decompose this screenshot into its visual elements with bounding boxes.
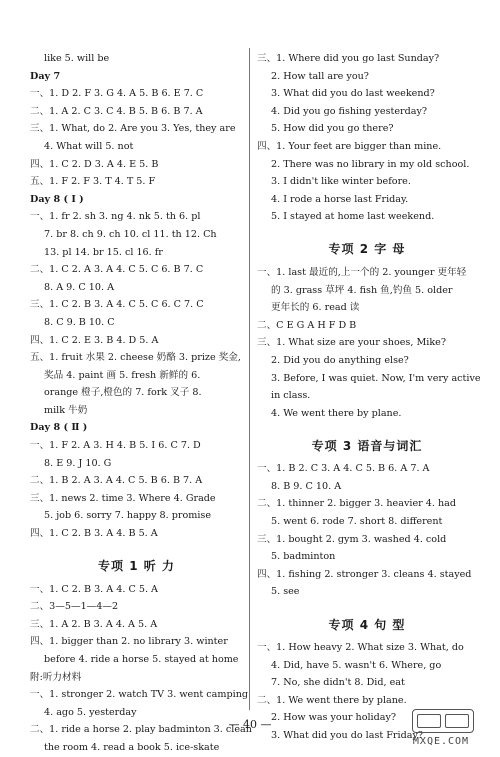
answer-line: 四、1. C 2. D 3. A 4. E 5. B [30,158,159,170]
answer-line: 一、1. last 最近的,上一个的 2. younger 更年轻 [257,266,467,278]
answer-line: 一、1. B 2. C 3. A 4. C 5. B 6. A 7. A [257,463,430,475]
answer-line: 8. A 9. C 10. A [44,281,115,293]
answer-line: before 4. ride a horse 5. stayed at home [44,654,239,665]
day-heading: Day 8 ( Ⅱ ) [30,422,88,434]
answer-line: 一、1. D 2. F 3. G 4. A 5. B 6. E 7. C [30,88,204,100]
answer-line: 三、1. A 2. B 3. A 4. A 5. A [30,618,158,630]
section-title: 专项 4 句 型 [328,617,406,632]
answer-line: 三、1. C 2. B 3. A 4. C 5. C 6. C 7. C [30,299,204,311]
answer-line: 四、1. C 2. E 3. B 4. D 5. A [30,334,159,346]
answer-line: 5. How did you go there? [271,123,394,135]
answer-line: 3. I didn't like winter before. [271,176,411,188]
section-title: 专项 1 听 力 [98,559,175,574]
answer-line: 奖品 4. paint 画 5. fresh 新鲜的 6. [44,369,201,381]
answer-line: 8. C 9. B 10. C [44,316,115,328]
answer-line: 三、1. news 2. time 3. Where 4. Grade [30,492,216,504]
column-divider [249,48,250,710]
page-number: — 40 — [228,718,272,731]
answer-line: 一、1. How heavy 2. What size 3. What, do [257,642,464,654]
answer-line: 13. pl 14. br 15. cl 16. fr [44,246,163,258]
answer-line: 二、1. We went there by plane. [257,694,407,706]
answer-line: 三、1. What, do 2. Are you 3. Yes, they are [30,123,236,135]
answer-line: milk 牛奶 [44,404,88,416]
answer-line: 更年长的 6. read 读 [271,302,360,314]
answer-line: 二、1. thinner 2. bigger 3. heavier 4. had [257,498,456,510]
answer-line: 三、1. bought 2. gym 3. washed 4. cold [257,533,447,545]
answer-line: 二、3—5—1—4—2 [30,601,119,613]
day-heading: Day 8 ( Ⅰ ) [30,193,84,205]
answer-line: 5. went 6. rode 7. short 8. different [271,516,443,528]
answer-line: 4. I rode a horse last Friday. [271,193,409,205]
answer-line: 一、1. F 2. A 3. H 4. B 5. I 6. C 7. D [30,440,201,452]
answer-line: 4. Did you go fishing yesterday? [271,105,428,117]
answer-line: orange 橙子,橙色的 7. fork 叉子 8. [44,387,202,399]
answer-line: 五、1. F 2. F 3. T 4. T 5. F [30,176,156,188]
answer-line: 附:听力材料 [30,671,82,683]
answer-line: 5. job 6. sorry 7. happy 8. promise [44,510,212,522]
answer-line: 5. badminton [271,551,336,563]
day-heading: Day 7 [30,70,61,82]
answer-line: 四、1. bigger than 2. no library 3. winter [30,636,228,648]
answer-line: the room 4. read a book 5. ice-skate [44,741,220,753]
right-column [257,50,481,745]
section-title: 专项 2 字 母 [328,242,406,257]
answer-line: 7. br 8. ch 9. ch 10. cl 11. th 12. Ch [44,228,217,240]
answer-line: 一、1. C 2. B 3. A 4. C 5. A [30,583,158,595]
answer-line: 二、1. B 2. A 3. A 4. C 5. B 6. B 7. A [30,475,203,487]
answer-line: 一、1. fr 2. sh 3. ng 4. nk 5. th 6. pl [30,211,201,223]
watermark-logo [394,707,488,747]
answer-line: 5. see [271,586,300,598]
answer-line: 的 3. grass 草坪 4. fish 鱼,钓鱼 5. older [271,284,453,296]
answer-line: 五、1. fruit 水果 2. cheese 奶酪 3. prize 奖金, [30,352,241,364]
answer-line: 2. There was no library in my old school. [271,158,470,170]
answer-line: 四、1. fishing 2. stronger 3. cleans 4. stayed [257,568,472,580]
watermark-glyph-icon [412,709,474,733]
section-title: 专项 3 语音与词汇 [311,438,423,453]
answer-line: 4. Did, have 5. wasn't 6. Where, go [271,659,442,671]
answer-line: 8. B 9. C 10. A [271,480,342,492]
answer-line: 3. Before, I was quiet. Now, I'm very active [271,372,481,384]
answer-line: 2. Did you do anything else? [271,354,409,366]
answer-line: 2. How tall are you? [271,70,369,82]
answer-line: 2. How was your holiday? [271,712,397,724]
answer-line: 一、1. stronger 2. watch TV 3. went camping [30,689,249,701]
answer-line: 7. No, she didn't 8. Did, eat [271,677,405,689]
answer-line: 三、1. Where did you go last Sunday? [257,53,440,64]
answer-line: 4. What will 5. not [44,140,134,152]
answer-line: 二、C E G A H F D B [257,319,357,331]
watermark-text: MXQE.COM [412,736,470,747]
answer-line: 三、1. What size are your shoes, Mike? [257,337,446,349]
answer-line: 8. E 9. J 10. G [44,457,112,469]
answer-line: 4. We went there by plane. [271,407,402,419]
answer-line: 四、1. C 2. B 3. A 4. B 5. A [30,528,158,540]
answer-line: 四、1. Your feet are bigger than mine. [257,140,442,152]
answer-line: 3. What did you do last weekend? [271,88,435,100]
answer-line: 二、1. A 2. C 3. C 4. B 5. B 6. B 7. A [30,105,203,117]
answer-line: like 5. will be [44,53,110,64]
answer-line: 4. ago 5. yesterday [44,706,137,718]
answer-line: 二、1. C 2. A 3. A 4. C 5. C 6. B 7. C [30,264,204,276]
answer-line: 3. What did you do last Friday? [271,730,424,741]
answer-line: 二、1. ride a horse 2. play badminton 3. clean [30,724,252,736]
answer-line: in class. [271,390,311,402]
answer-line: 5. I stayed at home last weekend. [271,211,435,223]
